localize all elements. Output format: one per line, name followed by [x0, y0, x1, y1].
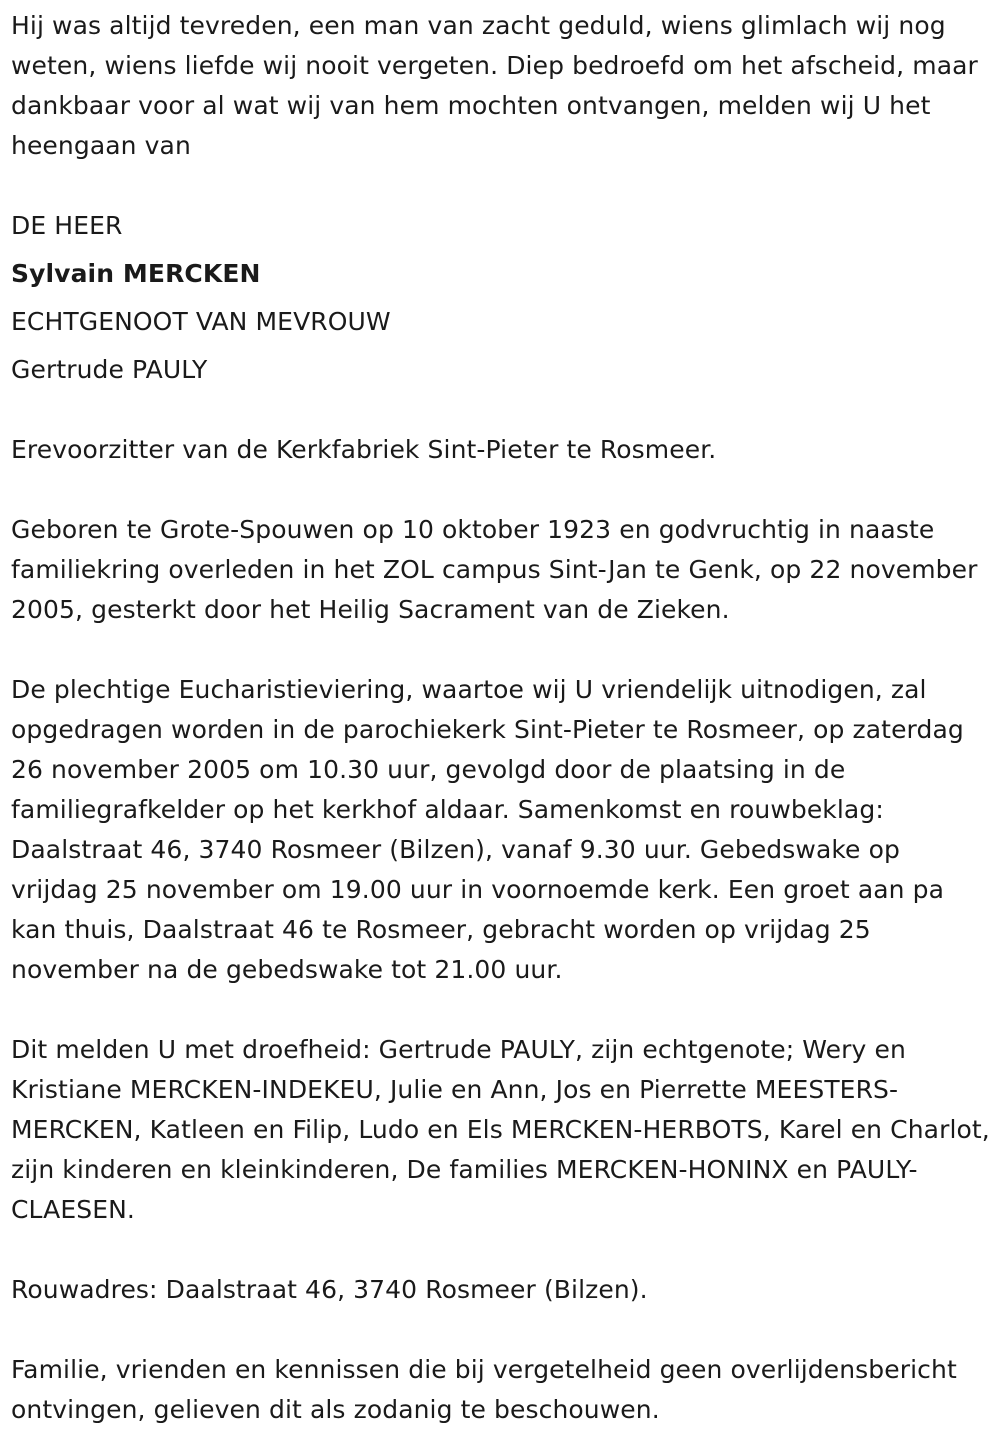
- address-paragraph: Rouwadres: Daalstraat 46, 3740 Rosmeer (Bilzen).: [11, 1275, 648, 1304]
- family-paragraph: Dit melden U met droefheid: Gertrude PAULY, zijn echtgenote; Wery en Kristiane MERCKEN-INDEKEU, Julie en Ann, Jos en Pierrette MEESTERS-MERCKEN, Katleen en Filip, Ludo en Els MERCKEN-HERBOTS, Karel en Charlot, zijn kinderen en kleinkinderen, De families MERCKEN-HONINX en PAULY-CLAESEN.: [11, 1035, 990, 1224]
- obituary-notice: [11, 6, 993, 1430]
- intro-paragraph: Hij was altijd tevreden, een man van zacht geduld, wiens glimlach wij nog weten, wiens liefde wij nooit vergeten. Diep bedroefd om het afscheid, maar dankbaar voor al wat wij van hem mochten ontvangen, melden wij U het heengaan van: [11, 11, 978, 160]
- closing-paragraph: Familie, vrienden en kennissen die bij vergetelheid geen overlijdensbericht ontvingen, gelieven dit als zodanig te beschouwen.: [11, 1355, 957, 1424]
- honor-paragraph: Erevoorzitter van de Kerkfabriek Sint-Pieter te Rosmeer.: [11, 435, 717, 464]
- birth-death-paragraph: Geboren te Grote-Spouwen op 10 oktober 1923 en godvruchtig in naaste familiekring overleden in het ZOL campus Sint-Jan te Genk, op 22 november 2005, gesterkt door het Heilig Sacrament van de Zieken.: [11, 515, 978, 624]
- relation-line: ECHTGENOOT VAN MEVROUW: [11, 307, 391, 336]
- title-line: DE HEER: [11, 211, 123, 240]
- deceased-name: Sylvain MERCKEN: [11, 259, 261, 288]
- ceremony-paragraph: De plechtige Eucharistieviering, waartoe wij U vriendelijk uitnodigen, zal opgedragen worden in de parochiekerk Sint-Pieter te Rosmeer, op zaterdag 26 november 2005 om 10.30 uur, gevolgd door de plaatsing in de familiegrafkelder op het kerkhof aldaar. Samenkomst en rouwbeklag: Daalstraat 46, 3740 Rosmeer (Bilzen), vanaf 9.30 uur. Gebedswake op vrijdag 25 november om 19.00 uur in voornoemde kerk. Een groet aan pa kan thuis, Daalstraat 46 te Rosmeer, gebracht worden op vrijdag 25 november na de gebedswake tot 21.00 uur.: [11, 675, 964, 984]
- spouse-name: Gertrude PAULY: [11, 355, 208, 384]
